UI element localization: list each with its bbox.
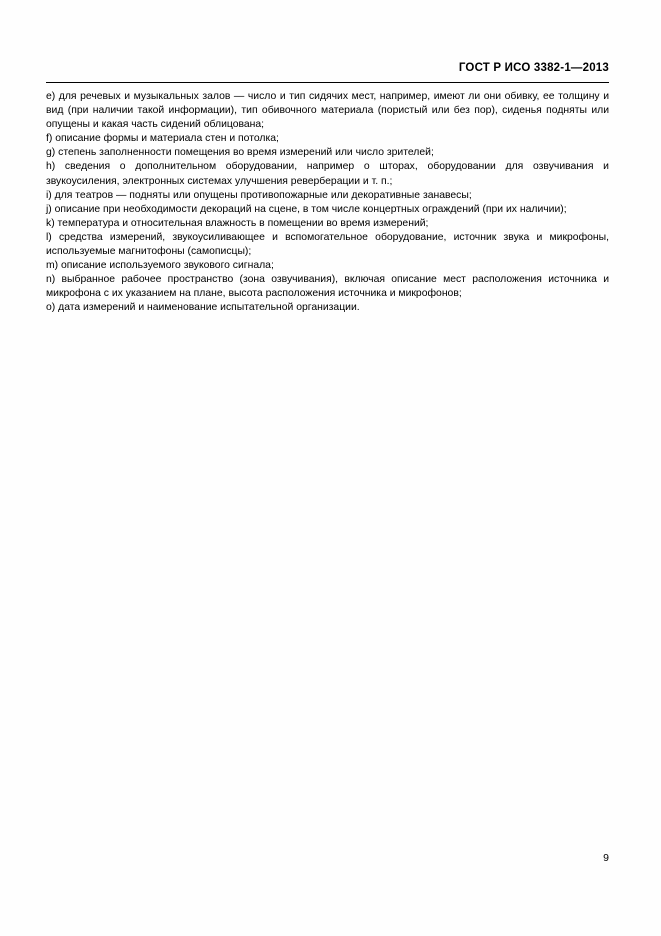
list-item: h) сведения о дополнительном оборудовании, например о шторах, оборудовании для озвучивания и звукоусиления, электронных системах улучшения реверберации и т. п.; xyxy=(46,161,609,187)
list-item: g) степень заполненности помещения во время измерений или число зрителей; xyxy=(46,147,434,159)
page-number: 9 xyxy=(603,852,609,864)
list-item: n) выбранное рабочее пространство (зона озвучивания), включая описание мест расположения источника и микрофона с их указанием на плане, высота расположения источника и микрофонов; xyxy=(46,274,609,300)
page-header: ГОСТ Р ИСО 3382-1—2013 xyxy=(458,62,609,74)
list-item: e) для речевых и музыкальных залов — число и тип сидячих мест, например, имеют ли они обивку, ее толщину и вид (при наличии такой информации), тип обивочного материала (пористый или без пор), сиденья подняты или опущены и какая часть сидений облицована; xyxy=(46,91,609,131)
page-body xyxy=(46,90,609,316)
list-item: j) описание при необходимости декораций на сцене, в том числе концертных ограждений (при их наличии); xyxy=(46,203,567,215)
header-rule xyxy=(46,82,609,83)
list-item: f) описание формы и материала стен и потолка; xyxy=(46,133,279,145)
list-item: i) для театров — подняты или опущены противопожарные или декоративные занавесы; xyxy=(46,189,472,201)
list-item: l) средства измерений, звукоусиливающее и вспомогательное оборудование, источник звука и микрофоны, используемые магнитофоны (самописцы); xyxy=(46,231,609,258)
list-item: k) температура и относительная влажность в помещении во время измерений; xyxy=(46,217,429,229)
list-item: m) описание используемого звукового сигнала; xyxy=(46,260,274,272)
list-item: o) дата измерений и наименование испытательной организации. xyxy=(46,302,360,314)
